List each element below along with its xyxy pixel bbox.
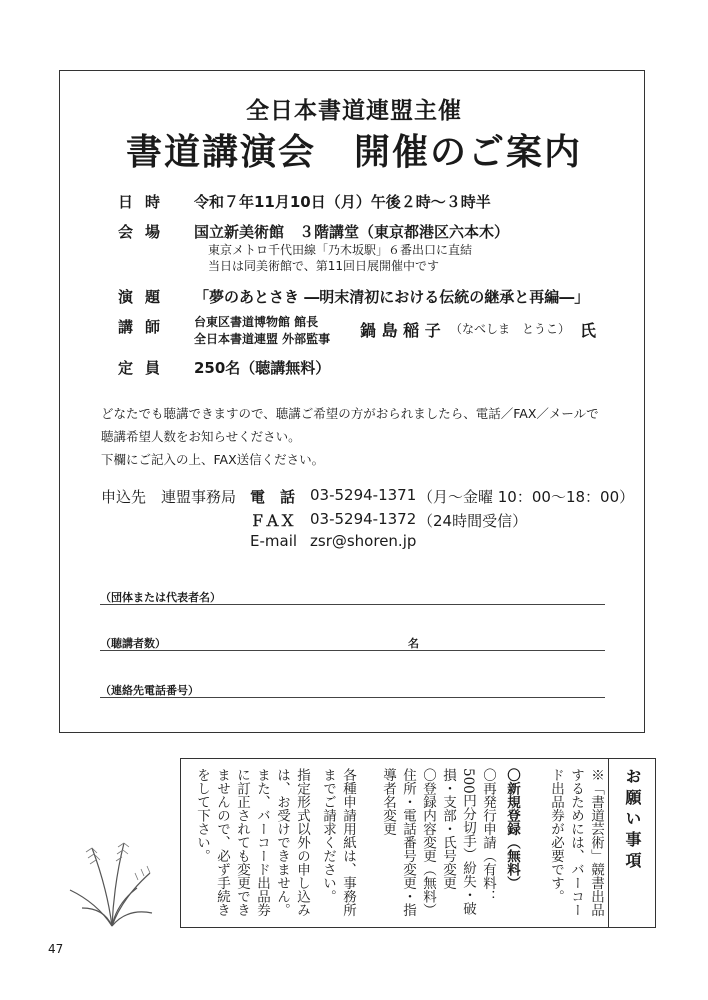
tel-label: 電 話 (250, 488, 296, 506)
email-label: E-mail (250, 532, 298, 550)
form-phone-line[interactable] (100, 697, 605, 698)
email-address[interactable]: zsr@shoren.jp (310, 532, 417, 550)
organizer-line: 全日本書道連盟主催 (246, 98, 462, 124)
fax-label: ＦＡＸ (250, 512, 296, 530)
lecturer-kana: （なべしま とうこ） (450, 322, 571, 336)
notice-content-change: 〇登録内容変更（無料）住所・電話番号変更・指導者名変更 (380, 768, 436, 917)
venue-label: 会場 (118, 223, 173, 241)
lecturer-name: 鍋 島 稲 子 (360, 321, 441, 340)
lecturer-suffix: 氏 (580, 321, 597, 340)
form-count-unit: 名 (408, 637, 419, 650)
topic-label: 演題 (118, 288, 173, 306)
page-title: 書道講演会 開催のご案内 (125, 132, 582, 173)
page-number: 47 (48, 942, 64, 956)
venue-note-access: 東京メトロ千代田線「乃木坂駅」６番出口に直結 (208, 243, 473, 257)
notice-new-registration: 〇新規登録（無料） (504, 768, 520, 890)
lecturer-affiliation-1: 台東区書道博物館 館長 (194, 315, 319, 329)
notice-barcode-requirement: ※「書道芸術」競書出品するためには、バーコード出品券が必要です。 (548, 768, 604, 917)
apply-label: 申込先 連盟事務局 (101, 488, 237, 506)
notice-title-cell (608, 758, 656, 928)
body-line-3: 下欄にご記入の上、FAX送信ください。 (101, 452, 325, 467)
form-group-line[interactable] (100, 604, 605, 605)
date-value: 令和７年11月10日（月）午後２時～３時半 (194, 193, 491, 211)
venue-note-exhibition: 当日は同美術館で、第11回日展開催中です (208, 259, 440, 273)
fax-number: 03-5294-1372 (310, 510, 417, 528)
form-count-label: （聴講者数） (100, 637, 166, 650)
topic-value: 「夢のあとさき ―明末清初における伝統の継承と再編―」 (194, 288, 590, 306)
pampas-grass-illustration (62, 828, 162, 928)
form-phone-label: （連絡先電話番号） (100, 684, 199, 697)
tel-number: 03-5294-1371 (310, 486, 417, 504)
notice-format-warning: 指定形式以外の申し込みは、お受けできません。また、バーコード出品券に訂正されても変更できませんので、必ず手続きをして下さい。 (194, 768, 310, 917)
lecturer-affiliation-2: 全日本書道連盟 外部監事 (194, 332, 331, 346)
tel-hours: （月～金曜 10：00～18：00） (418, 488, 635, 506)
body-line-2: 聴講希望人数をお知らせください。 (101, 429, 301, 444)
venue-value: 国立新美術館 ３階講堂（東京都港区六本木） (194, 223, 510, 241)
notice-title: お願い事項 (623, 768, 642, 873)
lecturer-label: 講師 (118, 318, 173, 336)
notice-reissue: 〇再発行申請（有料：500円分切手）紛失・破損・支部・氏号変更 (440, 768, 496, 916)
form-group-label: （団体または代表者名） (100, 591, 221, 604)
capacity-value: 250名（聴講無料） (194, 359, 331, 377)
notice-application-forms: 各種申請用紙は、事務所までご請求ください。 (320, 768, 356, 917)
body-line-1: どなたでも聴講できますので、聴講ご希望の方がおられましたら、電話／FAX／メールで (101, 406, 599, 421)
form-count-line[interactable] (100, 650, 605, 651)
fax-hours: （24時間受信） (418, 512, 528, 530)
capacity-label: 定員 (118, 359, 173, 377)
date-label: 日時 (118, 193, 173, 211)
